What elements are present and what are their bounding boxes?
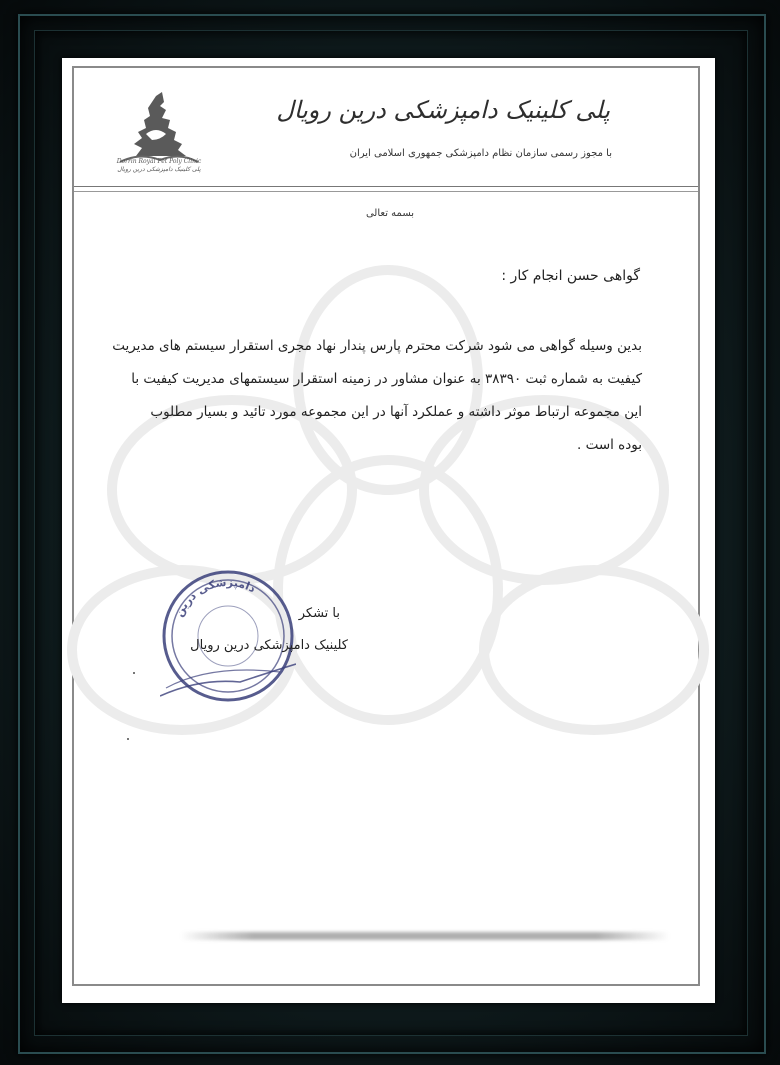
body-line: کیفیت به شماره ثبت ۳۸۳۹۰ به عنوان مشاور در زمینه استقرار سیستمهای مدیریت کیفیت با xyxy=(131,371,642,387)
closing-thanks: با تشکر xyxy=(298,606,340,621)
letter-body xyxy=(112,330,642,462)
body-line: بوده است . xyxy=(576,437,642,453)
official-stamp xyxy=(160,568,296,704)
header-divider xyxy=(74,186,698,187)
logo-caption-fa: پلی کلینیک دامپزشکی درین رویال xyxy=(117,166,201,173)
body-line: بدین وسیله گواهی می شود شرکت محترم پارس پندار نهاد مجری استقرار سیستم های مدیریت xyxy=(112,338,642,354)
signature-organization: کلینیک دامپزشکی درین رویال xyxy=(190,638,348,653)
blurred-footer-address xyxy=(180,932,670,940)
bismillah: بسمه تعالی xyxy=(365,208,415,219)
stamp-text: دامپزشکی درین xyxy=(172,575,258,619)
logo-caption xyxy=(112,158,206,174)
logo-caption-en: Dorrin Royal Pet Poly Clinic xyxy=(116,158,202,165)
scan-dot xyxy=(127,738,129,740)
header-divider-2 xyxy=(74,191,698,192)
clinic-name: پلی کلینیک دامپزشکی درین رویال xyxy=(276,96,610,124)
body-line: این مجموعه ارتباط موثر داشته و عملکرد آنها در این مجموعه مورد تائید و بسیار مطلوب xyxy=(150,404,642,420)
scan-dot xyxy=(133,672,135,674)
license-line: با مجوز رسمی سازمان نظام دامپزشکی جمهوری اسلامی ایران xyxy=(349,148,612,159)
svg-text:دامپزشکی درین xyxy=(172,576,258,619)
certificate-title: گواهی حسن انجام کار : xyxy=(501,268,640,284)
